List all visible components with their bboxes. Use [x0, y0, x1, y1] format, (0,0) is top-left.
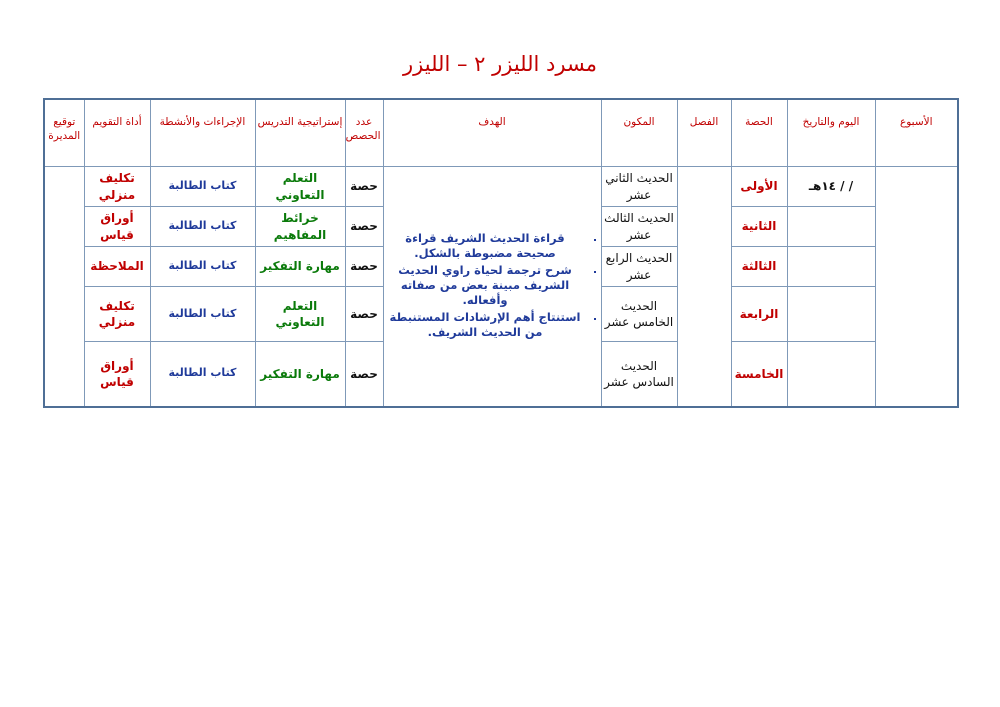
assessment-cell: أوراق قياس — [84, 207, 150, 247]
header-period: الحصة — [731, 99, 787, 167]
period-cell: الأولى — [731, 167, 787, 207]
goal-item: ▪ شرح ترجمة لحياة راوي الحديث الشريف مبينة بعض من صفاته وأفعاله. — [386, 263, 585, 308]
date-cell — [787, 247, 875, 287]
count-cell: حصة — [345, 342, 383, 407]
header-week: الأسبوع — [875, 99, 958, 167]
procedure-cell: كتاب الطالبة — [150, 167, 255, 207]
header-procedures: الإجراءات والأنشطة — [150, 99, 255, 167]
header-strategy: إستراتيجية التدريس — [255, 99, 345, 167]
count-cell: حصة — [345, 287, 383, 342]
count-cell: حصة — [345, 167, 383, 207]
period-cell: الخامسة — [731, 342, 787, 407]
strategy-cell: مهارة التفكير — [255, 247, 345, 287]
date-cell — [787, 342, 875, 407]
period-cell: الثالثة — [731, 247, 787, 287]
header-component: المكون — [601, 99, 677, 167]
header-assessment-tool: أداة التقويم — [84, 99, 150, 167]
signature-cell — [44, 167, 84, 407]
strategy-cell: التعلم التعاوني — [255, 167, 345, 207]
component-cell: الحديث الثالث عشر — [601, 207, 677, 247]
assessment-cell: تكليف منزلي — [84, 287, 150, 342]
assessment-cell: تكليف منزلي — [84, 167, 150, 207]
strategy-cell: مهارة التفكير — [255, 342, 345, 407]
header-class: الفصل — [677, 99, 731, 167]
header-director-signature: توقيع المديرة — [44, 99, 84, 167]
goal-cell — [383, 167, 601, 407]
page-title: مسرد الليزر ٢ – الليزر — [403, 52, 597, 76]
header-goal: الهدف — [383, 99, 601, 167]
strategy-cell: خرائط المفاهيم — [255, 207, 345, 247]
period-cell: الثانية — [731, 207, 787, 247]
header-row — [44, 99, 958, 167]
week-cell — [875, 167, 958, 407]
date-cell — [787, 287, 875, 342]
procedure-cell: كتاب الطالبة — [150, 342, 255, 407]
component-cell: الحديث الرابع عشر — [601, 247, 677, 287]
assessment-cell: أوراق قياس — [84, 342, 150, 407]
procedure-cell: كتاب الطالبة — [150, 287, 255, 342]
count-cell: حصة — [345, 207, 383, 247]
procedure-cell: كتاب الطالبة — [150, 247, 255, 287]
date-cell: / / ١٤هـ — [787, 167, 875, 207]
table-row — [44, 167, 958, 207]
count-cell: حصة — [345, 247, 383, 287]
component-cell: الحديث الخامس عشر — [601, 287, 677, 342]
procedure-cell: كتاب الطالبة — [150, 207, 255, 247]
date-cell — [787, 207, 875, 247]
assessment-cell: الملاحظة — [84, 247, 150, 287]
goal-list — [386, 231, 599, 340]
lesson-plan-table — [43, 98, 959, 408]
period-cell: الرابعة — [731, 287, 787, 342]
component-cell: الحديث الثاني عشر — [601, 167, 677, 207]
component-cell: الحديث السادس عشر — [601, 342, 677, 407]
strategy-cell: التعلم التعاوني — [255, 287, 345, 342]
header-day-date: اليوم والتاريخ — [787, 99, 875, 167]
class-cell — [677, 167, 731, 407]
header-periods-count: عدد الحصص — [345, 99, 383, 167]
goal-item: ▪ قراءة الحديث الشريف قراءة صحيحة مضبوطة بالشكل. — [386, 231, 585, 261]
goal-item: ▪ استنتاج أهم الإرشادات المستنبطة من الحديث الشريف. — [386, 310, 585, 340]
